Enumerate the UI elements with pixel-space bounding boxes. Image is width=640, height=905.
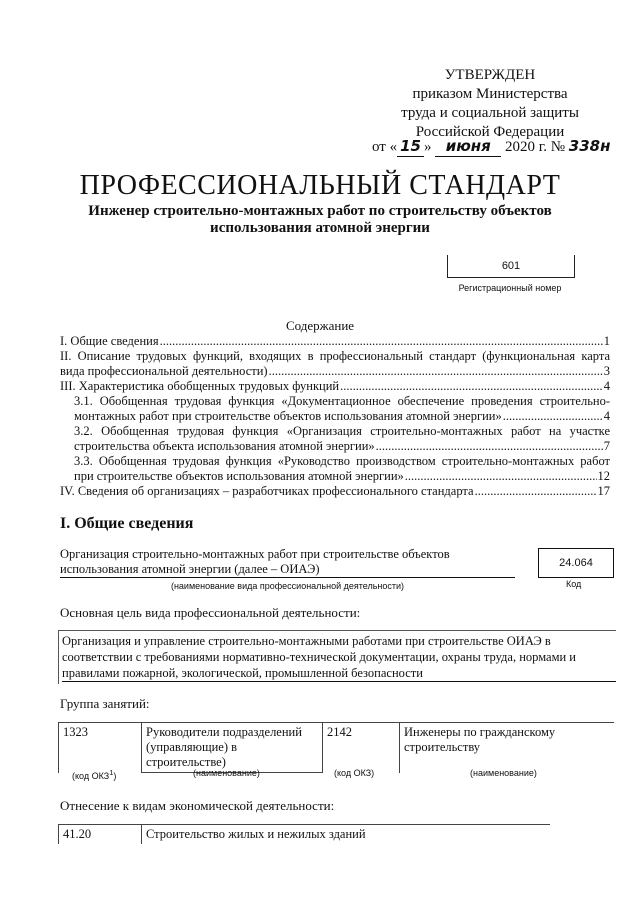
toc-label-cont: строительства объекта использования атомной энергии»: [74, 439, 375, 453]
approval-block: [360, 66, 620, 155]
goal-line-2: соответствии с требованиями нормативно-технической документации, охраны труда, нормами и: [62, 650, 576, 664]
order-year: 2020 г. №: [501, 139, 569, 155]
occ-name-line: строительству: [404, 740, 481, 754]
occ-caption-name: (наименование): [193, 768, 260, 778]
section-heading: I. Общие сведения: [60, 515, 194, 532]
subtitle-line-1: Инженер строительно-монтажных работ по строительству объектов: [88, 203, 552, 219]
occ-name-line: Инженеры по гражданскому: [404, 725, 556, 739]
document-subtitle: [60, 203, 580, 237]
toc-item[interactable]: [60, 334, 610, 349]
toc-label: II. Описание трудовых функций, входящих в профессиональный стандарт (функциональная карта: [60, 349, 610, 363]
occ-caption-end: ): [113, 771, 117, 781]
table-row: [59, 825, 551, 845]
goal-line-3: правилами пожарной, экологической, промышленной безопасности: [62, 665, 616, 682]
activity-line-2: использования атомной энергии (далее – ОИАЭ): [60, 562, 515, 578]
toc-label: IV. Сведения об организациях – разработчиках профессионального стандарта: [60, 484, 474, 498]
occ-caption-code: [72, 768, 116, 781]
activity-name-field: [60, 547, 515, 594]
toc-label-cont: вида профессиональной деятельности): [60, 364, 268, 378]
contents-heading: Содержание: [285, 318, 355, 333]
occ-name-line: (управляющие) в: [146, 740, 238, 754]
toc-page: 7: [603, 439, 610, 453]
okved-code: 41.20: [59, 825, 142, 845]
occ-name: [142, 723, 323, 773]
table-of-contents: [60, 334, 610, 499]
registration-number: 601: [447, 255, 575, 278]
toc-label-cont: при строительстве объектов использования атомной энергии»: [74, 469, 404, 483]
approval-title: УТВЕРЖДЕН: [444, 67, 536, 83]
order-mid: »: [423, 139, 436, 155]
toc-label: 3.2. Обобщенная трудовая функция «Организация строительно-монтажных работ на участке: [74, 424, 610, 438]
occupations-table: [58, 722, 614, 773]
toc-page: 12: [597, 469, 610, 483]
approval-line-2: приказом Министерства: [412, 86, 568, 102]
okved-table: [58, 824, 550, 844]
toc-item[interactable]: [60, 454, 610, 484]
activity-types-label: Отнесение к видам экономической деятельности:: [60, 798, 335, 813]
toc-label: III. Характеристика обобщенных трудовых функций: [60, 379, 340, 393]
goal-box: [58, 630, 616, 684]
order-date-line: [372, 137, 610, 157]
occ-code: 2142: [323, 723, 400, 773]
order-day: 15: [397, 137, 424, 157]
occ-caption-name-2: (наименование): [470, 768, 537, 778]
toc-page: 4: [603, 409, 610, 423]
document-title: ПРОФЕССИОНАЛЬНЫЙ СТАНДАРТ: [79, 170, 561, 201]
activity-line-1: Организация строительно-монтажных работ при строительстве объектов: [60, 547, 450, 561]
toc-label: 3.3. Обобщенная трудовая функция «Руководство производством строительно-монтажных работ: [74, 454, 610, 468]
toc-page: 1: [603, 334, 610, 348]
order-prefix: от «: [372, 139, 398, 155]
toc-item[interactable]: [60, 484, 610, 499]
occ-name-line: строительстве): [146, 755, 226, 769]
toc-item[interactable]: [60, 424, 610, 454]
occ-caption-code-2: (код ОКЗ): [334, 768, 375, 778]
toc-page: 4: [603, 379, 610, 393]
occ-name-line: Руководители подразделений: [146, 725, 302, 739]
registration-label: Регистрационный номер: [458, 283, 562, 293]
toc-item[interactable]: [60, 349, 610, 379]
activity-caption: (наименование вида профессиональной деятельности): [170, 581, 405, 591]
occ-caption-text: (код ОКЗ: [72, 771, 110, 781]
occ-code: 1323: [59, 723, 142, 773]
approval-line-4: Российской Федерации: [415, 124, 565, 140]
order-number: 338н: [568, 137, 611, 155]
toc-page: 3: [603, 364, 610, 378]
toc-label: 3.1. Обобщенная трудовая функция «Документационное обеспечение проведения строительно-: [74, 394, 610, 408]
subtitle-line-2: использования атомной энергии: [210, 220, 430, 236]
table-row: [59, 723, 615, 773]
code-caption: Код: [566, 579, 582, 589]
toc-item[interactable]: [60, 379, 610, 394]
footnote-mark: 1: [109, 768, 114, 777]
toc-page: 17: [597, 484, 610, 498]
goal-line-1: Организация и управление строительно-монтажными работами при строительстве ОИАЭ в: [62, 634, 551, 648]
okved-name: Строительство жилых и нежилых зданий: [142, 825, 551, 845]
group-label: Группа занятий:: [60, 696, 150, 711]
toc-label: I. Общие сведения: [60, 334, 159, 348]
approval-line-3: труда и социальной защиты: [401, 105, 579, 121]
order-month: июня: [435, 137, 501, 157]
toc-item[interactable]: [60, 394, 610, 424]
occ-name: [400, 723, 615, 773]
goal-label: Основная цель вида профессиональной деятельности:: [60, 605, 361, 620]
activity-code: 24.064: [538, 548, 614, 578]
toc-label-cont: монтажных работ при строительстве объектов использования атомной энергии»: [74, 409, 502, 423]
